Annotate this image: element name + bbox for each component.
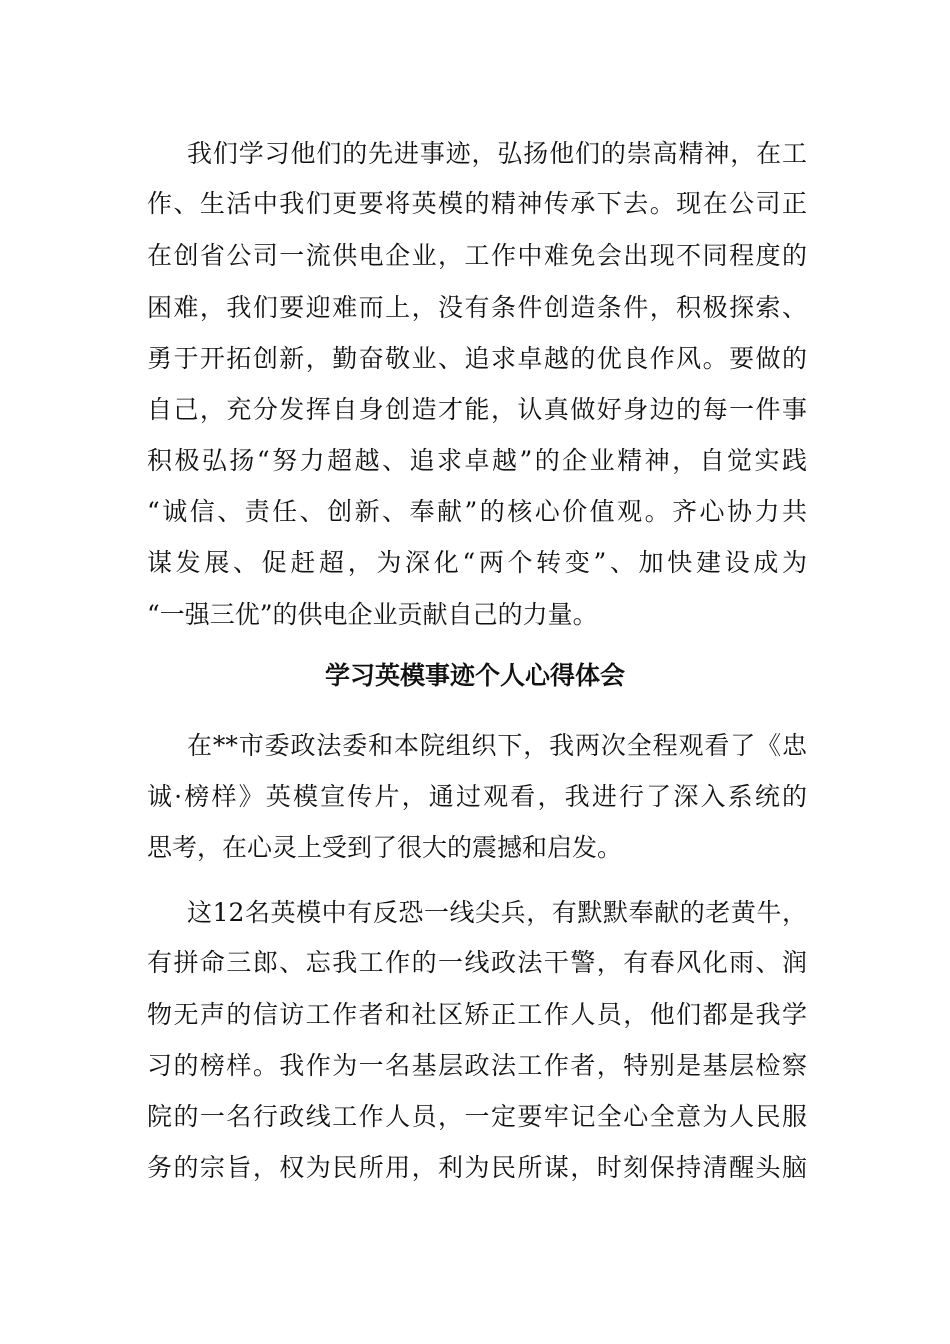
paragraph-line: 务的宗旨，权为民所用，利为民所谋，时刻保持清醒头脑 xyxy=(147,1153,807,1182)
paragraph-line: 困难，我们要迎难而上，没有条件创造条件，积极探索、 xyxy=(147,293,807,322)
paragraph-line: 积极弘扬“努力超越、追求卓越”的企业精神，自觉实践 xyxy=(147,446,807,475)
paragraph-line: 勇于开拓创新，勤奋敬业、追求卓越的优良作风。要做的 xyxy=(147,344,807,373)
paragraph-line: 这12名英模中有反恐一线尖兵，有默默奉献的老黄牛， xyxy=(187,898,807,927)
paragraph-line: 诚·榜样》英模宣传片，通过观看，我进行了深入系统的 xyxy=(147,782,807,811)
paragraph-line: 有拼命三郎、忘我工作的一线政法干警，有春风化雨、润 xyxy=(147,948,807,977)
paragraph-line: “一强三优”的供电企业贡献自己的力量。 xyxy=(147,600,598,629)
paragraph-line: 我们学习他们的先进事迹，弘扬他们的崇高精神，在工 xyxy=(187,139,807,168)
paragraph-line: “诚信、责任、创新、奉献”的核心价值观。齐心协力共 xyxy=(147,497,807,526)
paragraph-line: 在创省公司一流供电企业，工作中难免会出现不同程度的 xyxy=(147,241,807,270)
paragraph-line: 习的榜样。我作为一名基层政法工作者，特别是基层检察 xyxy=(147,1051,807,1080)
paragraph-line: 院的一名行政线工作人员，一定要牢记全心全意为人民服 xyxy=(147,1102,807,1131)
section-heading: 学习英模事迹个人心得体会 xyxy=(324,661,625,690)
paragraph-line: 谋发展、促赶超，为深化“两个转变”、加快建设成为 xyxy=(147,548,807,577)
paragraph-line: 自己，充分发挥自身创造才能，认真做好身边的每一件事 xyxy=(147,395,807,424)
paragraph-line: 物无声的信访工作者和社区矫正工作人员，他们都是我学 xyxy=(147,1000,807,1029)
paragraph-line: 思考，在心灵上受到了很大的震撼和启发。 xyxy=(147,833,623,862)
paragraph-line: 在**市委政法委和本院组织下，我两次全程观看了《忠 xyxy=(187,731,807,760)
paragraph-line: 作、生活中我们更要将英模的精神传承下去。现在公司正 xyxy=(147,189,807,218)
